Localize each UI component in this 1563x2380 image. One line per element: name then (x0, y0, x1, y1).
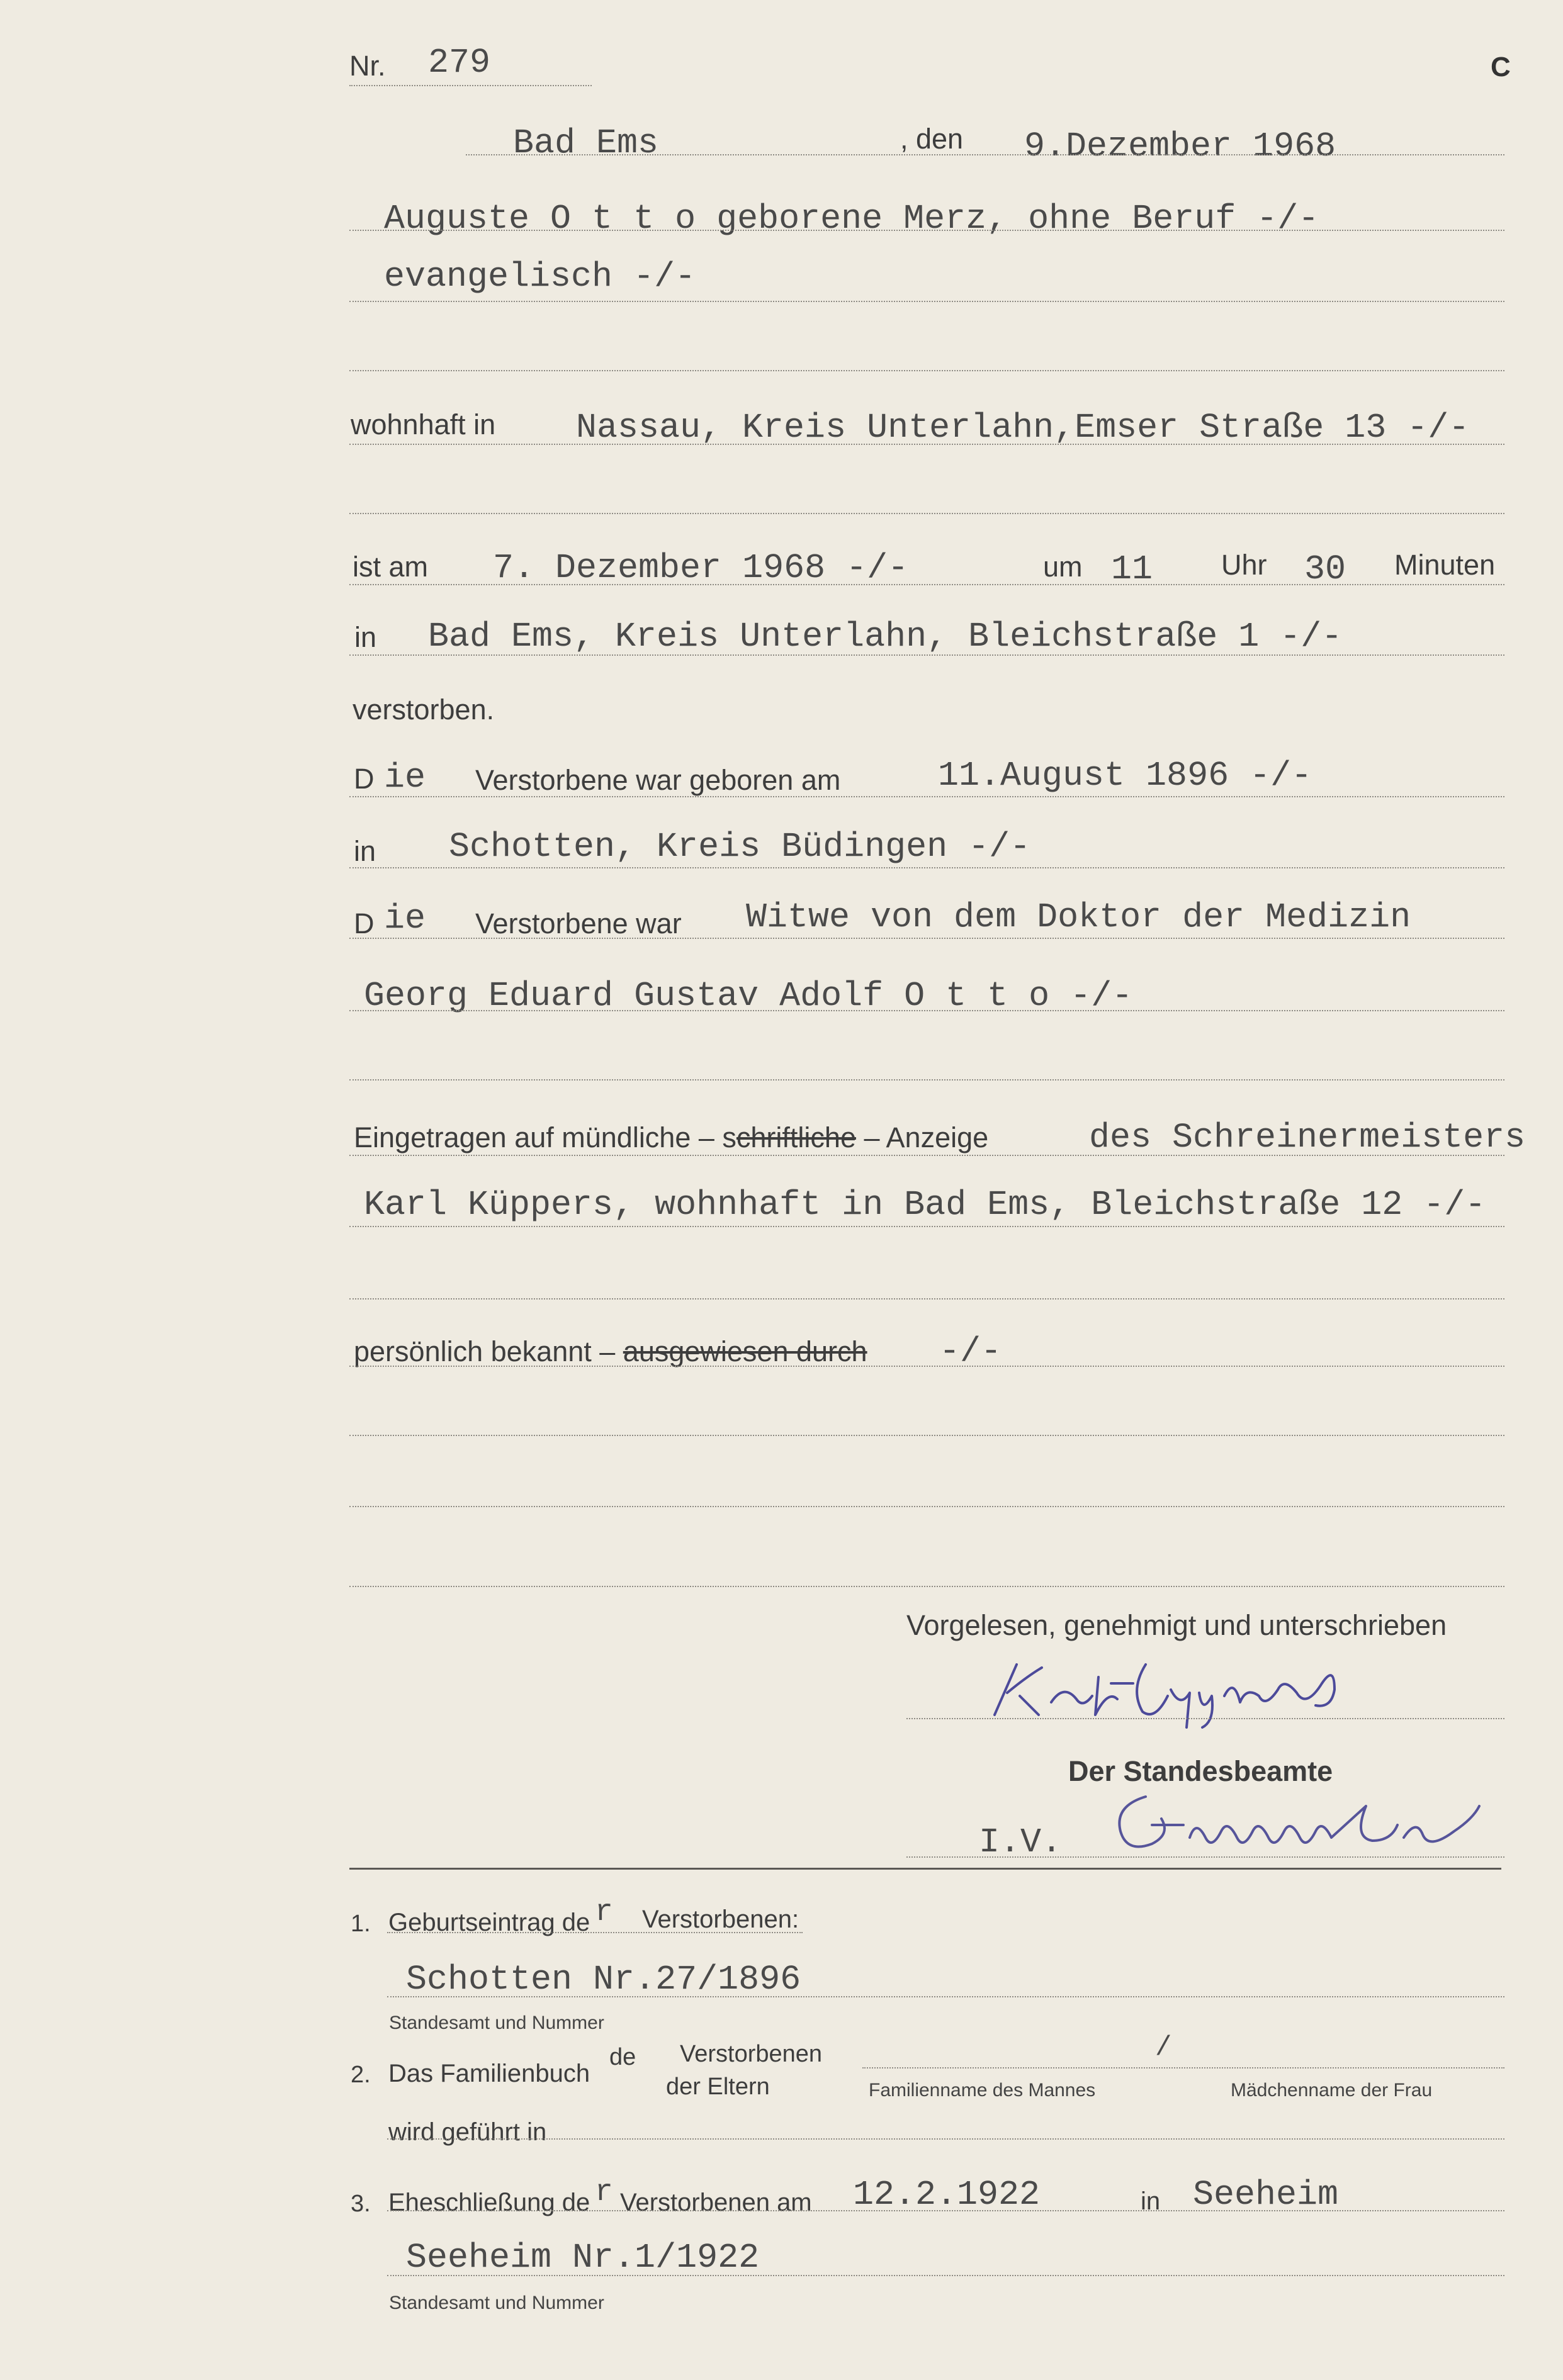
note2-slash: / (1155, 2032, 1172, 2063)
report-line2: Karl Küppers, wohnhaft in Bad Ems, Bleichstraße 12 -/- (364, 1185, 1486, 1225)
uhr-label: Uhr (1221, 549, 1267, 581)
status-line2: Georg Eduard Gustav Adolf O t t o -/- (364, 976, 1133, 1016)
death-in-label: in (354, 621, 377, 653)
um-label: um (1043, 551, 1083, 583)
note1-rule (387, 1996, 1504, 1997)
registrar-signature-rule (906, 1856, 1504, 1858)
identity-rule1 (349, 1366, 1504, 1367)
birth-rule2 (349, 867, 1504, 868)
note3-label-a: Eheschließung de (388, 2189, 590, 2216)
note3-num: 3. (351, 2191, 371, 2217)
death-place: Bad Ems, Kreis Unterlahn, Bleichstraße 1 -/- (428, 617, 1343, 656)
birth-label: Verstorbene war geboren am (475, 764, 841, 796)
note3-rule (387, 2275, 1504, 2276)
ist-am-label: ist am (353, 551, 429, 583)
verstorben-label: verstorben. (353, 693, 495, 726)
nr-rule (349, 85, 592, 86)
birth-rule1 (349, 796, 1504, 797)
note3-date: 12.2.1922 (853, 2175, 1041, 2214)
note2-rule (387, 2138, 1504, 2140)
corner-letter: C (1491, 52, 1511, 82)
reporter-signature-rule (906, 1718, 1504, 1719)
note2-label-b: wird geführt in (388, 2118, 547, 2146)
person-rule3 (349, 370, 1504, 371)
identity-rule4 (349, 1586, 1504, 1587)
status-rule3 (349, 1079, 1504, 1081)
note3-in: in (1141, 2187, 1161, 2215)
note3-value: Seeheim Nr.1/1922 (406, 2238, 760, 2277)
note1-rule-top (387, 1932, 803, 1933)
note3-place: Seeheim (1193, 2175, 1339, 2214)
report-line1: des Schreinermeisters (1089, 1118, 1526, 1157)
note2-label-a: Das Familienbuch (388, 2060, 590, 2087)
registrar-signature (1102, 1781, 1492, 1863)
note3-label-b: Verstorbenen am (620, 2189, 812, 2216)
identity-value: -/- (939, 1332, 1002, 1371)
identity-strike: ausgewiesen durch (623, 1335, 867, 1367)
note1-num: 1. (351, 1911, 371, 1937)
note2-verstorbenen: Verstorbenen (680, 2041, 823, 2067)
note3-rule-top (387, 2210, 1504, 2211)
separator-line (349, 1868, 1501, 1870)
note1-label-b: Verstorbenen: (642, 1906, 799, 1933)
note2-husband-name: Familienname des Mannes (869, 2080, 1096, 2101)
note3-sub: Standesamt und Nummer (389, 2293, 604, 2313)
identity-label (354, 1337, 867, 1366)
birth-die-ie: ie (384, 758, 426, 797)
header-rule (466, 154, 1504, 155)
note1-sub: Standesamt und Nummer (389, 2012, 604, 2033)
nr-value: 279 (428, 43, 491, 82)
death-minute: 30 (1304, 549, 1346, 589)
residence-rule1 (349, 444, 1504, 445)
person-rule1 (349, 230, 1504, 231)
iv-label: I.V. (979, 1822, 1063, 1862)
status-die-ie: ie (384, 899, 426, 938)
birth-place: Schotten, Kreis Büdingen -/- (449, 827, 1031, 867)
reporter-signature (982, 1639, 1385, 1734)
residence-value: Nassau, Kreis Unterlahn,Emser Straße 13 -/- (576, 408, 1470, 447)
identity-label-text: persönlich bekannt – (354, 1335, 623, 1367)
status-label: Verstorbene war (475, 907, 682, 940)
note1-label-a: Geburtseintrag de (388, 1909, 590, 1936)
identity-rule3 (349, 1506, 1504, 1507)
den-label: , den (900, 123, 964, 155)
report-rule3 (349, 1298, 1504, 1299)
death-rule1 (349, 584, 1504, 585)
note3-r: r (595, 2175, 613, 2209)
birth-date: 11.August 1896 -/- (938, 756, 1312, 795)
residence-rule2 (349, 513, 1504, 514)
report-label-a: Eingetragen auf mündliche – s (354, 1121, 736, 1154)
note2-num: 2. (351, 2062, 371, 2088)
birth-die-d: D (354, 763, 375, 795)
person-rule2 (349, 301, 1504, 302)
report-label (354, 1123, 988, 1152)
note2-rule-top (862, 2067, 1504, 2068)
note2-de: de (609, 2044, 636, 2070)
person-line1: Auguste O t t o geborene Merz, ohne Beruf -/- (384, 199, 1319, 239)
status-rule2 (349, 1010, 1504, 1011)
report-label-strike: chriftliche (736, 1121, 856, 1154)
header-date: 9.Dezember 1968 (1024, 126, 1336, 166)
residence-label: wohnhaft in (351, 408, 496, 441)
report-rule2 (349, 1226, 1504, 1227)
note1-value: Schotten Nr.27/1896 (406, 1960, 801, 1999)
note2-eltern: der Eltern (666, 2074, 770, 2100)
status-die-d: D (354, 907, 375, 940)
report-rule1 (349, 1155, 1504, 1156)
header-place: Bad Ems (513, 123, 659, 163)
nr-label: Nr. (349, 50, 386, 82)
report-label-b: – Anzeige (855, 1121, 989, 1154)
registrar-label: Der Standesbeamte (1068, 1755, 1333, 1787)
death-rule2 (349, 654, 1504, 656)
note2-wife-maiden-name: Mädchenname der Frau (1231, 2080, 1433, 2101)
note1-r: r (595, 1895, 613, 1929)
status-line1: Witwe von dem Doktor der Medizin (746, 897, 1411, 937)
minuten-label: Minuten (1394, 549, 1496, 581)
person-line2: evangelisch -/- (384, 257, 696, 296)
death-date: 7. Dezember 1968 -/- (493, 548, 909, 588)
identity-rule2 (349, 1435, 1504, 1436)
read-approved-label: Vorgelesen, genehmigt und unterschrieben (906, 1609, 1447, 1641)
birth-in-label: in (354, 835, 376, 867)
status-rule1 (349, 938, 1504, 939)
death-hour: 11 (1111, 549, 1153, 589)
